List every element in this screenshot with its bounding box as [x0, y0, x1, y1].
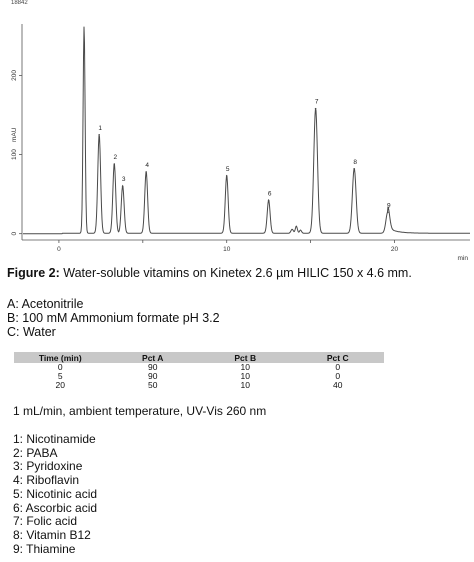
- solvent-b: B: 100 mM Ammonium formate pH 3.2: [7, 311, 220, 325]
- y-tick-label: 0: [11, 231, 18, 236]
- peak-apex-point: [98, 134, 100, 136]
- table-row: [14, 372, 384, 381]
- x-tick-label: 10: [223, 246, 231, 253]
- list-item: 5: Nicotinic acid: [13, 486, 98, 501]
- peak-number-label: 4: [145, 161, 149, 169]
- cell-pct-a: 90: [148, 371, 158, 381]
- x-tick-label: 20: [390, 246, 399, 253]
- gradient-table: [14, 352, 384, 390]
- table-row: [14, 363, 384, 372]
- solvent-list: [7, 297, 220, 339]
- cell-time: 20: [55, 380, 65, 390]
- cell-time: 0: [57, 362, 63, 372]
- peak-number-label: 9: [386, 202, 391, 210]
- cell-pct-c: 0: [335, 371, 341, 381]
- table-row: [14, 381, 384, 390]
- x-tick-label: 0: [57, 246, 61, 253]
- caption-bold: Figure 2:: [7, 266, 60, 280]
- peak-apex-point: [145, 171, 147, 173]
- peak-number-label: 1: [98, 124, 102, 132]
- list-item: 8: Vitamin B12: [13, 527, 91, 542]
- chromatogram-chart: [0, 0, 474, 262]
- list-item: 1: Nicotinamide: [13, 432, 96, 446]
- peak-apex-point: [315, 108, 317, 110]
- cell-pct-c: 40: [333, 380, 343, 390]
- list-item: 6: Ascorbic acid: [13, 500, 98, 515]
- gradient-header-row: [14, 352, 384, 363]
- peak-number-label: 5: [225, 165, 230, 173]
- cell-pct-b: 10: [240, 380, 250, 390]
- header-pct-a: Pct A: [107, 352, 200, 363]
- peak-apex-point: [268, 200, 270, 202]
- peak-apex-point: [353, 168, 355, 170]
- peak-number-label: 3: [121, 176, 126, 184]
- corner-id-label: 18842: [11, 0, 28, 6]
- y-axis-label: mAU: [11, 127, 18, 142]
- peak-apex-point: [226, 175, 228, 177]
- peak-number-label: 7: [314, 98, 319, 106]
- list-item: 9: Thiamine: [13, 541, 76, 556]
- solvent-c: C: Water: [7, 325, 56, 339]
- cell-pct-b: 10: [240, 371, 250, 381]
- header-time: Time (min): [14, 352, 107, 363]
- header-pct-b: Pct B: [199, 352, 292, 363]
- cell-time: 5: [57, 371, 63, 381]
- peak-apex-point: [387, 212, 389, 214]
- solvent-a: A: Acetonitrile: [7, 297, 84, 311]
- peak-number-label: 2: [113, 154, 118, 162]
- peak-number-label: 6: [267, 190, 272, 198]
- peak-list: [13, 433, 97, 556]
- list-item: 7: Folic acid: [13, 514, 78, 529]
- cell-pct-a: 50: [148, 380, 158, 390]
- series-line: [23, 27, 470, 234]
- peak-apex-point: [122, 185, 124, 187]
- cell-pct-a: 90: [148, 362, 158, 372]
- list-item: 4: Riboflavin: [13, 473, 80, 488]
- list-item: 2: PABA: [13, 445, 58, 460]
- header-pct-c: Pct C: [292, 352, 385, 363]
- y-tick-label: 200: [11, 69, 18, 81]
- caption-text: Water-soluble vitamins on Kinetex 2.6 µm HILIC 150 x 4.6 mm.: [59, 266, 412, 280]
- peak-apex-point: [113, 163, 115, 165]
- cell-pct-c: 0: [335, 362, 341, 372]
- y-tick-label: 100: [11, 149, 18, 160]
- figure-caption: [7, 266, 412, 280]
- list-item: 3: Pyridoxine: [13, 459, 83, 474]
- peak-number-label: 8: [353, 158, 358, 166]
- x-axis-label: min: [457, 255, 468, 262]
- run-conditions: 1 mL/min, ambient temperature, UV-Vis 260 nm: [13, 404, 267, 418]
- cell-pct-b: 10: [240, 362, 250, 372]
